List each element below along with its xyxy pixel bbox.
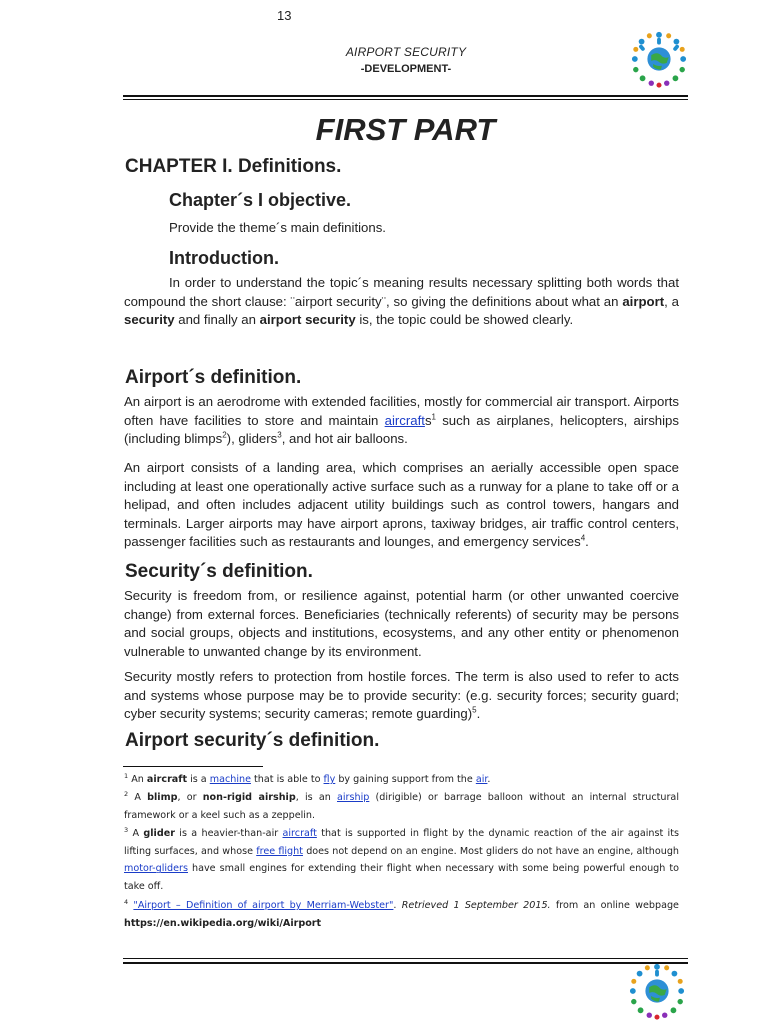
header-rule-thin	[123, 99, 688, 100]
merriam-webster-link[interactable]: "Airport – Definition of airport by Merriam-Webster"	[133, 900, 394, 911]
page-number: 13	[277, 8, 292, 23]
fly-link[interactable]: fly	[323, 774, 336, 785]
objective-text: Provide the theme´s main definitions.	[169, 220, 386, 235]
footnote-3: $^3$ A glider is a heavier-than-air aircraft that is supported in flight by the dynamic reaction of the air against its lifting surfaces, and whose free flight does not depend on an engine. Most gliders do not have an engine, although motor-gliders have small engines for extending their flight when necessary with some being powerful enough to take off.	[124, 825, 679, 893]
page-title: FIRST PART	[315, 112, 496, 147]
airport-definition-paragraph-2: An airport consists of a landing area, which comprises an aerially accessible open space including at least one operationally active surface such as a runway for a plane to take off or a helipad, and often includes adjacent utility buildings such as control towers, hangars and terminals. Larger airports may have airport aprons, taxiway bridges, air traffic control centers, passenger facilities such as restaurants and lounges, and emergency services$^4$.	[124, 460, 679, 549]
header-title: AIRPORT SECURITY	[345, 45, 467, 59]
aircraft-footnote-link[interactable]: aircraft	[282, 828, 317, 839]
machine-link[interactable]: machine	[209, 774, 251, 785]
air-link[interactable]: air	[475, 774, 488, 785]
header-rule	[123, 95, 688, 97]
aircraft-link[interactable]: aircraft	[384, 412, 425, 428]
airship-link[interactable]: airship	[337, 792, 370, 803]
footnote-separator	[123, 766, 263, 767]
people-around-globe-logo	[630, 30, 688, 88]
airport-definition-heading: Airport´s definition.	[125, 367, 302, 388]
airport-security-definition-heading: Airport security´s definition.	[125, 730, 380, 751]
motor-gliders-link[interactable]: motor-gliders	[124, 863, 188, 875]
footer-rule-thin	[123, 958, 688, 959]
introduction-paragraph: In order to understand the topic´s meaning results necessary splitting both words that compound the short clause: ¨airport security¨, so giving the definitions about what an airport, a security and finally an airport security is, the topic could be showed clearly.	[124, 275, 679, 327]
header-subtitle: -DEVELOPMENT-	[360, 63, 452, 75]
security-definition-paragraph-1: Security is freedom from, or resilience against, potential harm (or other unwanted coercive change) from external forces. Beneficiaries (technically referents) of security may be persons and social groups, objects and institutions, ecosystems, and any other entity or phenomenon vulnerable to unwanted change by its environment.	[124, 588, 679, 659]
footnote-4: $^4$ "Airport – Definition of airport by Merriam-Webster". Retrieved 1 September 2015. from an online webpage https://en.wikipedia.org/wiki/Airport	[124, 897, 679, 929]
footnote-1: $^1$ An aircraft is a machine that is able to fly by gaining support from the air.	[124, 771, 491, 785]
footer-rule	[123, 962, 688, 964]
security-definition-heading: Security´s definition.	[125, 561, 313, 582]
footnote-2: $^2$ A blimp, or non-rigid airship, is an airship (dirigible) or barrage balloon without an internal structural framework or a keel such as a zeppelin.	[124, 789, 679, 821]
introduction-heading: Introduction.	[169, 248, 279, 268]
security-definition-paragraph-2: Security mostly refers to protection from hostile forces. The term is also used to refer to acts and systems whose purpose may be to provide security: (e.g. security forces; security guard; cyber security systems; security cameras; remote guarding)$^5$.	[124, 669, 679, 721]
airport-definition-paragraph-1: An airport is an aerodrome with extended facilities, mostly for commercial air transport. Airports often have facilities to store and maintain aircrafts$^1$ such as airplanes, helicopters, airships (including blimps$^2$), gliders$^3$, and hot air balloons.	[124, 394, 679, 446]
footer-logo	[628, 962, 686, 1020]
chapter-heading: CHAPTER I. Definitions.	[125, 156, 342, 177]
objective-heading: Chapter´s I objective.	[169, 190, 352, 210]
free-flight-link[interactable]: free flight	[256, 845, 303, 857]
